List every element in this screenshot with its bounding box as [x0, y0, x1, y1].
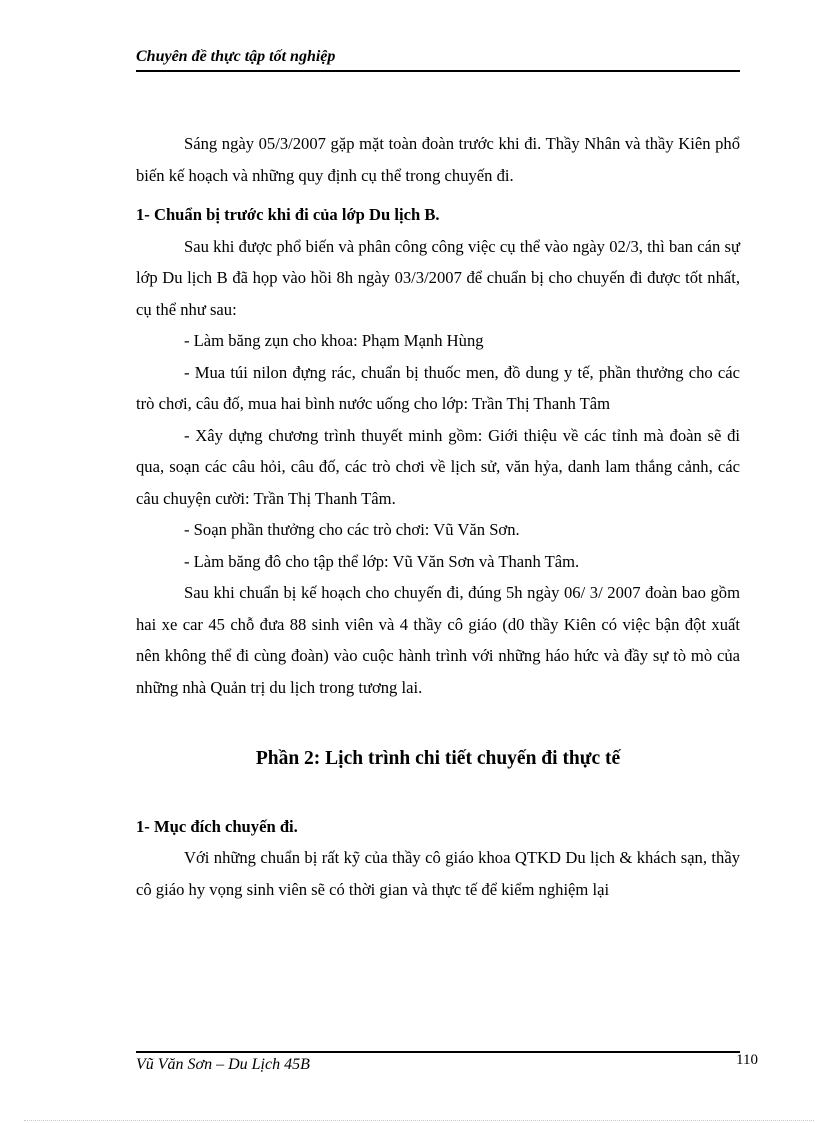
- running-header: Chuyên đề thực tập tốt nghiệp: [136, 48, 336, 65]
- intro-paragraph: Sáng ngày 05/3/2007 gặp mặt toàn đoàn trước khi đi. Thầy Nhân và thầy Kiên phổ biến kế hoạch và những quy định cụ thể trong chuyến đi.: [136, 134, 740, 185]
- departure-paragraph: Sau khi chuẩn bị kế hoạch cho chuyến đi, đúng 5h ngày 06/ 3/ 2007 đoàn bao gồm hai xe car 45 chỗ đưa 88 sinh viên và 4 thầy cô giáo (d0 thầy Kiên có việc bận đột xuất nên không thể đi cùng đoàn) vào cuộc hành trình với những háo hức và đầy sự tò mò của những nhà Quản trị du lịch trong tương lai.: [136, 583, 740, 697]
- list-item: - Làm băng zụn cho khoa: Phạm Mạnh Hùng: [184, 331, 484, 350]
- footer-author: Vũ Văn Sơn – Du Lịch 45B: [136, 1056, 310, 1073]
- purpose-paragraph: Với những chuẩn bị rất kỹ của thầy cô giáo khoa QTKD Du lịch & khách sạn, thầy cô giáo hy vọng sinh viên sẽ có thời gian và thực tế để kiểm nghiệm lại: [136, 848, 740, 899]
- section-heading-preparation: 1- Chuẩn bị trước khi đi của lớp Du lịch B.: [136, 205, 440, 224]
- list-item: - Làm băng đô cho tập thể lớp: Vũ Văn Sơn và Thanh Tâm.: [184, 551, 580, 571]
- footer-divider: [136, 1051, 740, 1053]
- section-heading-purpose: 1- Mục đích chuyến đi.: [136, 816, 298, 836]
- list-item: - Soạn phần thưởng cho các trò chơi: Vũ Văn Sơn.: [184, 520, 520, 539]
- page-body: [136, 128, 740, 905]
- preparation-paragraph: Sau khi được phổ biến và phân công công việc cụ thể vào ngày 02/3, thì ban cán sự lớp Du lịch B đã họp vào hồi 8h ngày 03/3/2007 để chuẩn bị cho chuyến đi được tốt nhất, cụ thể như sau:: [136, 236, 740, 319]
- page-number: 110: [736, 1052, 758, 1068]
- header-divider: [136, 70, 740, 72]
- page-edge-divider: [24, 1120, 814, 1121]
- list-item: - Xây dựng chương trình thuyết minh gồm: Giới thiệu về các tỉnh mà đoàn sẽ đi qua, soạn các câu hỏi, câu đố, các trò chơi về lịch sử, văn hỷa, danh lam thắng cảnh, các câu chuyện cười: Trần Thị Thanh Tâm.: [136, 425, 740, 508]
- part-title: Phần 2: Lịch trình chi tiết chuyến đi thực tế: [255, 748, 621, 769]
- list-item: - Mua túi nilon đựng rác, chuẩn bị thuốc men, đồ dung y tế, phần thưởng cho các trò chơi, câu đố, mua hai bình nước uống cho lớp: Trần Thị Thanh Tâm: [136, 362, 740, 413]
